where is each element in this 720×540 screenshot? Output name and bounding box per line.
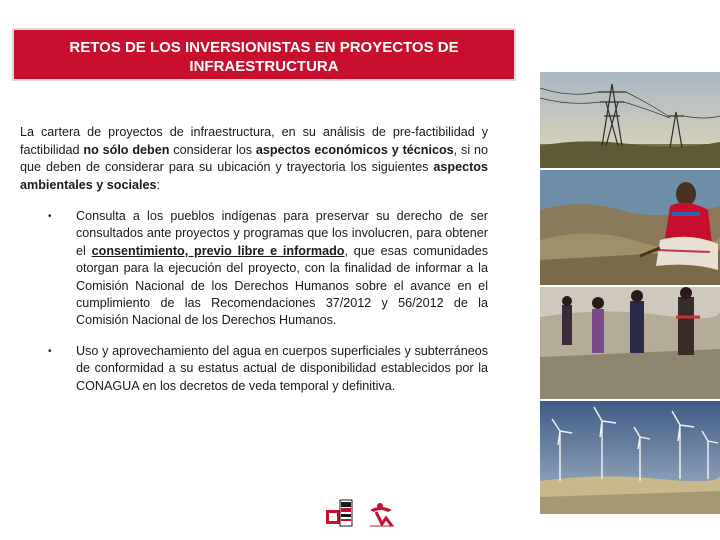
bullet-list [48, 208, 488, 395]
power-lines-photo [540, 72, 720, 168]
list-item [48, 343, 488, 395]
bullet1-text-1: Consulta a los pueblos indígenas para preservar su derecho de ser consultados ante proyectos y programas que los involucren, para obtener el [76, 209, 488, 258]
intro-bold-2: aspectos económicos y técnicos [255, 142, 454, 157]
slide-title-line2: INFRAESTRUCTURA [189, 58, 339, 75]
bullet1-underlined: consentimiento, previo libre e informado [91, 243, 345, 258]
wind-turbines-photo [540, 401, 720, 514]
intro-bold-3: aspectos ambientales y sociales [20, 160, 488, 192]
intro-text-1: La cartera de proyectos de infraestructura, en su análisis de pre-factibilidad y factibilidad [20, 125, 488, 157]
bullet-icon: • [48, 211, 52, 222]
sct-logo [326, 500, 352, 526]
intro-text-4: : [156, 177, 161, 192]
intro-text-3: , si no que deben de considerar para su ubicación y trayectoria los siguientes [20, 142, 488, 174]
bullet-icon: • [48, 345, 52, 357]
intro-bold-1: no sólo deben [83, 142, 170, 157]
intro-text-2: considerar los [169, 142, 256, 157]
footer-logos [322, 496, 396, 535]
bullet1-text-2: , que esas comunidades otorgan para la ejecución del proyecto, con la finalidad de informar a la Comisión Nacional de los Derechos Humanos sobre el avance en el cumplimiento de las Recomendaciones 37/2012 y 56/2012 de la Comisión Nacional de los Derechos Humanos. [76, 243, 488, 328]
slide-title-line1: RETOS DE LOS INVERSIONISTAS EN PROYECTOS DE [69, 39, 459, 56]
slide-title [12, 28, 516, 81]
indigenous-woman-photo [540, 170, 720, 285]
intro-paragraph [20, 124, 488, 194]
red-runner-logo [370, 503, 394, 526]
list-item [48, 208, 488, 330]
bullet2-text: Uso y aprovechamiento del agua en cuerpos superficiales y subterráneos de conformidad a su estatus actual de disponibilidad establecidos por la CONAGUA en los decretos de veda temporal y definitiva. [76, 343, 488, 393]
walking-group-photo [540, 287, 720, 399]
photo-strip [540, 72, 720, 514]
